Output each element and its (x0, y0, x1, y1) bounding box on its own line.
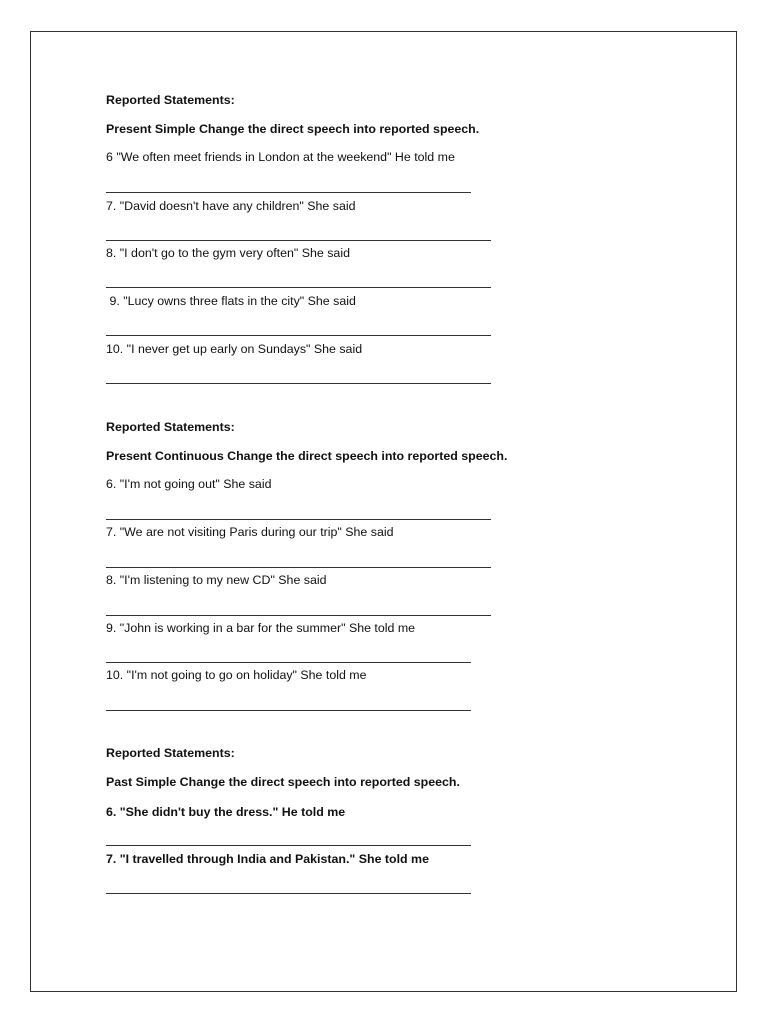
answer-line[interactable] (106, 287, 491, 288)
question-text: 8. "I don't go to the gym very often" She said (106, 246, 350, 260)
question-text: 9. "Lucy owns three flats in the city" She said (106, 294, 356, 308)
section-instruction: Past Simple Change the direct speech into reported speech. (106, 775, 460, 789)
section-title: Reported Statements: (106, 420, 235, 434)
answer-line[interactable] (106, 335, 491, 336)
section-title: Reported Statements: (106, 746, 235, 760)
answer-line[interactable] (106, 519, 491, 520)
answer-line[interactable] (106, 893, 471, 894)
section-instruction: Present Simple Change the direct speech into reported speech. (106, 122, 480, 136)
answer-line[interactable] (106, 192, 471, 193)
question-text: 6. "She didn't buy the dress." He told me (106, 805, 346, 819)
question-text: 6 "We often meet friends in London at the weekend" He told me (106, 150, 455, 164)
question-text: 7. "I travelled through India and Pakistan." She told me (106, 852, 429, 866)
question-text: 7. "We are not visiting Paris during our trip" She said (106, 525, 394, 539)
answer-line[interactable] (106, 567, 491, 568)
question-text: 7. "David doesn't have any children" She said (106, 199, 356, 213)
question-text: 8. "I'm listening to my new CD" She said (106, 573, 327, 587)
question-text: 9. "John is working in a bar for the summer" She told me (106, 621, 416, 635)
answer-line[interactable] (106, 240, 491, 241)
page-border (30, 31, 737, 992)
question-text: 10. "I never get up early on Sundays" She said (106, 342, 363, 356)
answer-line[interactable] (106, 710, 471, 711)
question-text: 6. "I'm not going out" She said (106, 477, 272, 491)
answer-line[interactable] (106, 383, 491, 384)
section-title: Reported Statements: (106, 93, 235, 107)
section-instruction: Present Continuous Change the direct speech into reported speech. (106, 449, 508, 463)
answer-line[interactable] (106, 615, 491, 616)
answer-line[interactable] (106, 662, 471, 663)
answer-line[interactable] (106, 845, 471, 846)
question-text: 10. "I'm not going to go on holiday" She told me (106, 668, 367, 682)
